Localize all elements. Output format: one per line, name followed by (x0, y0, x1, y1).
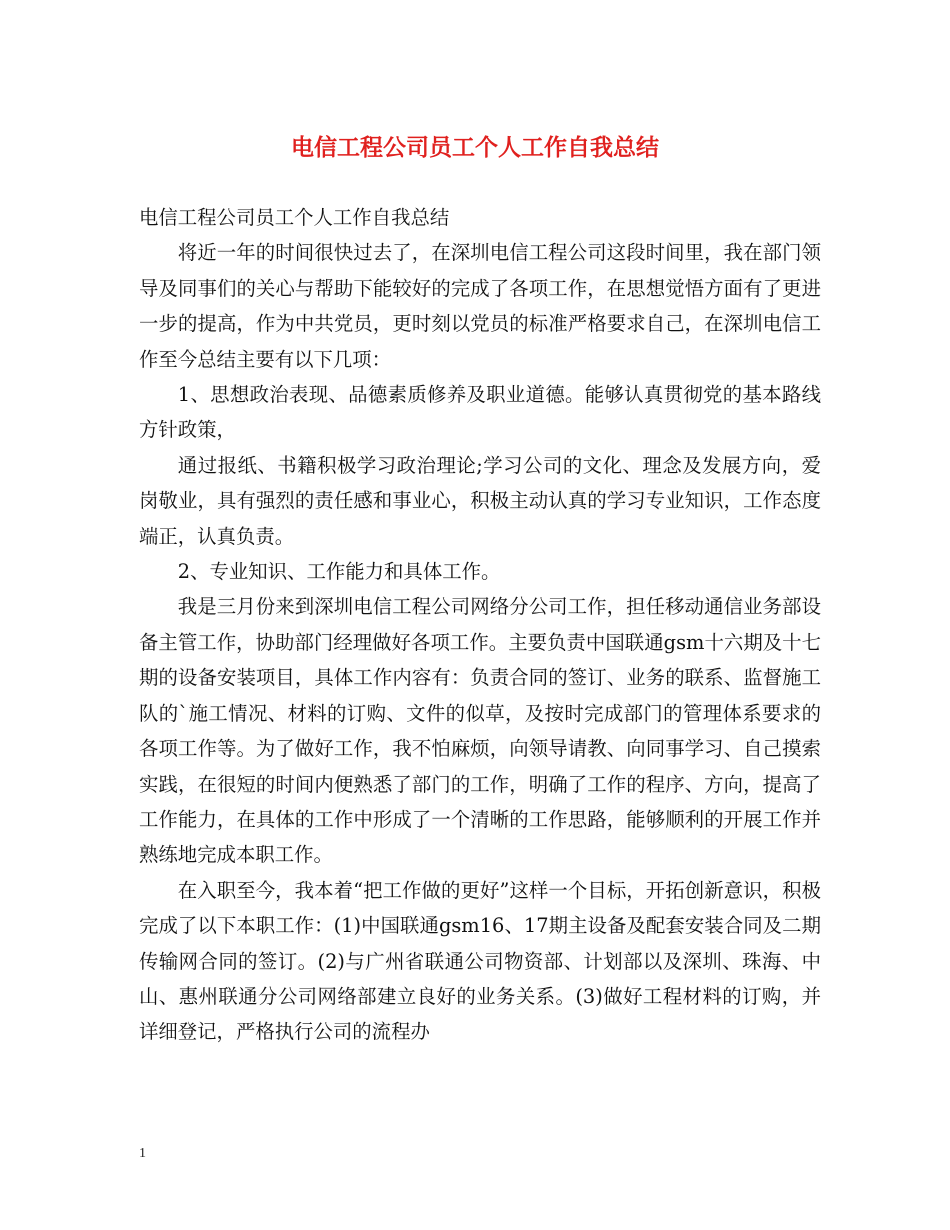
paragraph: 我是三月份来到深圳电信工程公司网络分公司工作，担任移动通信业务部设备主管工作，协助部门经理做好各项工作。主要负责中国联通gsm十六期及十七期的设备安装项目，具体工作内容有：负责合同的签订、业务的联系、监督施工队的`施工情况、材料的订购、文件的似草，及按时完成部门的管理体系要求的各项工作等。为了做好工作，我不怕麻烦，向领导请教、向同事学习、自己摸索实践，在很短的时间内便熟悉了部门的工作，明确了工作的程序、方向，提高了工作能力，在具体的工作中形成了一个清晰的工作思路，能够顺利的开展工作并熟练地完成本职工作。 (139, 595, 821, 867)
page-number: 1 (139, 1146, 146, 1161)
paragraph: 2、专业知识、工作能力和具体工作。 (177, 560, 501, 584)
paragraph: 在入职至今，我本着“把工作做的更好”这样一个目标，开拓创新意识，积极完成了以下本职工作：(1)中国联通gsm16、17期主设备及配套安装合同及二期传输网合同的签订。(2)与广州省联通公司物资部、计划部以及深圳、珠海、中山、惠州联通分公司网络部建立良好的业务关系。(3)做好工程材料的订购，并详细登记，严格执行公司的流程办 (139, 878, 821, 1044)
paragraph: 将近一年的时间很快过去了，在深圳电信工程公司这段时间里，我在部门领导及同事们的关心与帮助下能较好的完成了各项工作，在思想觉悟方面有了更进一步的提高，作为中共党员，更时刻以党员的标准严格要求自己，在深圳电信工作至今总结主要有以下几项： (139, 241, 821, 371)
document-body (139, 200, 821, 1050)
paragraph: 通过报纸、书籍积极学习政治理论;学习公司的文化、理念及发展方向，爱岗敬业，具有强烈的责任感和事业心，积极主动认真的学习专业知识，工作态度端正，认真负责。 (139, 453, 821, 548)
document-title: 电信工程公司员工个人工作自我总结 (291, 134, 659, 161)
paragraph: 1、思想政治表现、品德素质修养及职业道德。能够认真贯彻党的基本路线方针政策， (139, 383, 821, 442)
paragraph-subtitle: 电信工程公司员工个人工作自我总结 (139, 206, 450, 229)
